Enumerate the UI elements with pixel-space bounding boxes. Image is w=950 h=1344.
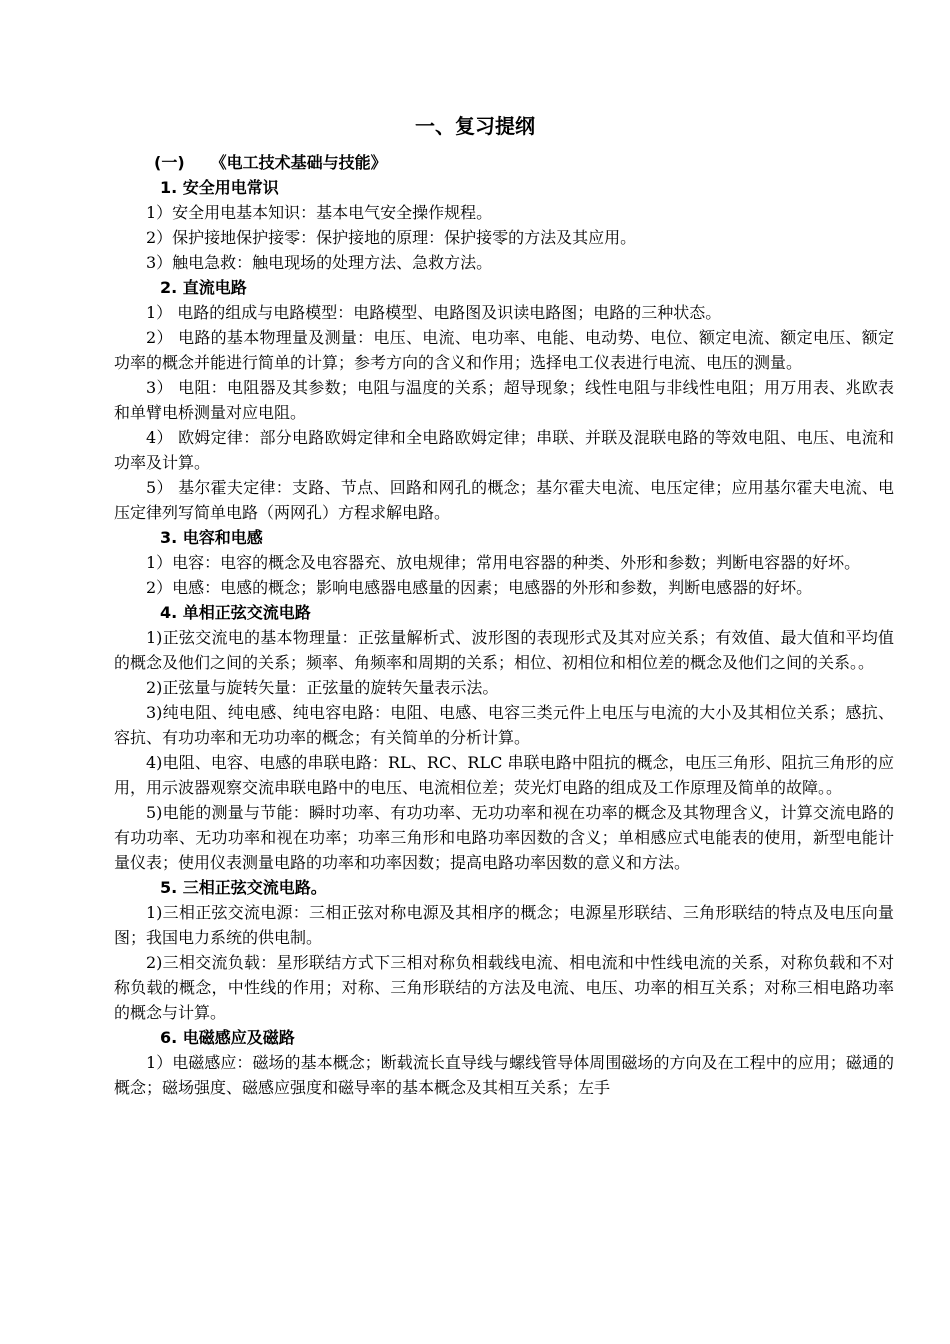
- outline-paragraph: 3）触电急救：触电现场的处理方法、急救方法。: [146, 253, 493, 272]
- subsection-heading: 4. 单相正弦交流电路: [160, 603, 311, 622]
- subsection-heading: 1. 安全用电常识: [160, 178, 279, 197]
- outline-paragraph: 5)电能的测量与节能：瞬时功率、有功功率、无功功率和视在功率的概念及其物理含义，计算交流电路的有功功率、无功功率和视在功率；功率三角形和电路功率因数的含义；单相感应式电能表的使用，新型电能计量仪表；使用仪表测量电路的功率和功率因数；提高电路功率因数的意义和方法。: [114, 803, 894, 872]
- outline-paragraph: 4） 欧姆定律：部分电路欧姆定律和全电路欧姆定律；串联、并联及混联电路的等效电阻、电压、电流和功率及计算。: [114, 428, 894, 472]
- outline-paragraph: 2）保护接地保护接零：保护接地的原理：保护接零的方法及其应用。: [146, 228, 637, 247]
- outline-paragraph: 2） 电路的基本物理量及测量：电压、电流、电功率、电能、电动势、电位、额定电流、额定电压、额定功率的概念并能进行简单的计算；参考方向的含义和作用；选择电工仪表进行电流、电压的测量。: [114, 328, 894, 372]
- subsection-heading: 3. 电容和电感: [160, 528, 263, 547]
- subsection-heading: 2. 直流电路: [160, 278, 247, 297]
- outline-paragraph: 1）电容：电容的概念及电容器充、放电规律；常用电容器的种类、外形和参数；判断电容器的好坏。: [146, 553, 861, 572]
- section-name: 《电工技术基础与技能》: [210, 153, 387, 172]
- section-number: (一): [154, 153, 185, 172]
- outline-body: [114, 150, 894, 1100]
- outline-paragraph: 1） 电路的组成与电路模型：电路模型、电路图及识读电路图；电路的三种状态。: [146, 303, 722, 322]
- outline-paragraph: 4)电阻、电容、电感的串联电路：RL、RC、RLC 串联电路中阻抗的概念，电压三角形、阻抗三角形的应用，用示波器观察交流串联电路中的电压、电流相位差；荧光灯电路的组成及工作原理及简单的故障。。: [114, 753, 894, 797]
- outline-paragraph: 2)三相交流负载：星形联结方式下三相对称负相载线电流、相电流和中性线电流的关系，对称负载和不对称负载的概念，中性线的作用；对称、三角形联结的方法及电流、电压、功率的相互关系；对称三相电路功率的概念与计算。: [114, 953, 894, 1022]
- outline-paragraph: 1)正弦交流电的基本物理量：正弦量解析式、波形图的表现形式及其对应关系；有效值、最大值和平均值的概念及他们之间的关系；频率、角频率和周期的关系；相位、初相位和相位差的概念及他们之间的关系。。: [114, 628, 894, 672]
- page-title: 一、复习提纲: [415, 114, 535, 138]
- outline-paragraph: 1）安全用电基本知识：基本电气安全操作规程。: [146, 203, 493, 222]
- subsection-heading: 6. 电磁感应及磁路: [160, 1028, 295, 1047]
- outline-paragraph: 2）电感：电感的概念；影响电感器电感量的因素；电感器的外形和参数，判断电感器的好坏。: [146, 578, 813, 597]
- section-heading: [114, 150, 894, 175]
- outline-paragraph: 3） 电阻：电阻器及其参数；电阻与温度的关系；超导现象；线性电阻与非线性电阻；用万用表、兆欧表和单臂电桥测量对应电阻。: [114, 378, 894, 422]
- outline-paragraph: 1）电磁感应：磁场的基本概念；断载流长直导线与螺线管导体周围磁场的方向及在工程中的应用；磁通的概念；磁场强度、磁感应强度和磁导率的基本概念及其相互关系；左手: [114, 1053, 894, 1097]
- outline-paragraph: 1)三相正弦交流电源：三相正弦对称电源及其相序的概念；电源星形联结、三角形联结的特点及电压向量图；我国电力系统的供电制。: [114, 903, 894, 947]
- subsection-heading: 5. 三相正弦交流电路。: [160, 878, 327, 897]
- outline-paragraph: 3)纯电阻、纯电感、纯电容电路：电阻、电感、电容三类元件上电压与电流的大小及其相位关系；感抗、容抗、有功功率和无功功率的概念；有关简单的分析计算。: [114, 703, 894, 747]
- outline-paragraph: 2)正弦量与旋转矢量：正弦量的旋转矢量表示法。: [146, 678, 499, 697]
- outline-paragraph: 5） 基尔霍夫定律：支路、节点、回路和网孔的概念；基尔霍夫电流、电压定律；应用基尔霍夫电流、电压定律列写简单电路（两网孔）方程求解电路。: [114, 478, 894, 522]
